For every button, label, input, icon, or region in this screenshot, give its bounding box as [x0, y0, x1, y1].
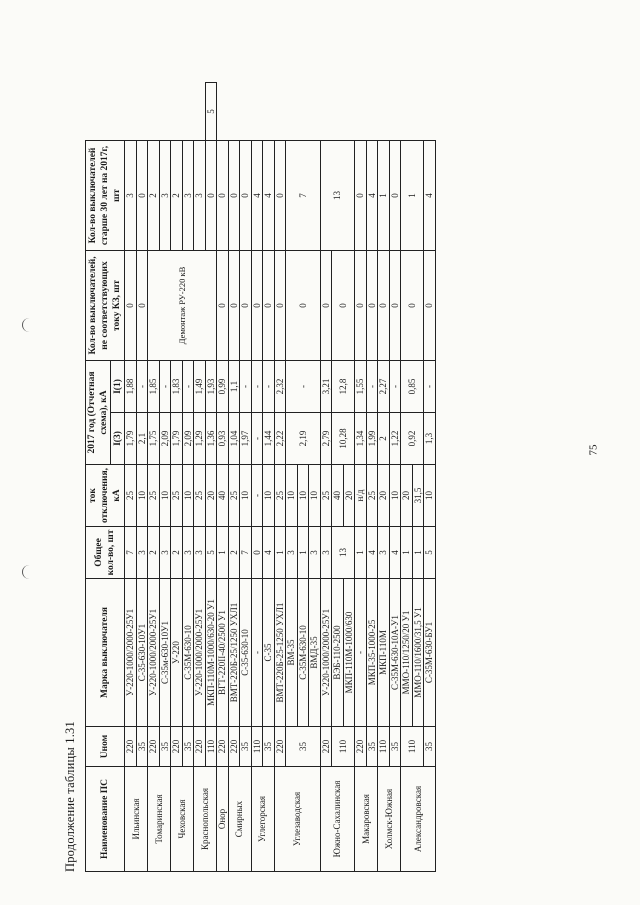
table-row	[378, 83, 390, 872]
table-row	[240, 83, 252, 872]
total-cell: 2	[228, 527, 240, 579]
current-cell: 25	[228, 465, 240, 527]
i3-cell: 1,99	[366, 413, 378, 465]
noncomp-cell: 0	[366, 250, 378, 360]
old-cell: 3	[194, 140, 206, 250]
total-cell: 7	[125, 527, 137, 579]
noncomp-cell-group	[148, 250, 217, 360]
current-cell: 40	[332, 465, 344, 527]
ps-name: Чеховская	[171, 767, 194, 872]
total-cell: 1	[401, 527, 413, 579]
current-cell: н/д	[355, 465, 367, 527]
i1-cell: -	[251, 360, 263, 412]
i3-cell: 1,75	[148, 413, 160, 465]
ps-name: Углегорская	[251, 767, 274, 872]
table-row	[194, 83, 206, 872]
unom-cell: 220	[228, 727, 240, 767]
table-row	[148, 83, 160, 872]
current-cell: -	[251, 465, 263, 527]
total-cell: 5	[205, 527, 217, 579]
current-cell: 25	[148, 465, 160, 527]
header-noncomp: Кол-во выключателей, не соответствующих току КЗ, шт	[86, 250, 125, 360]
current-cell: 31,5	[412, 465, 424, 527]
old-cell: 4	[251, 140, 263, 250]
unom-cell: 35	[240, 727, 252, 767]
i1-cell: 1,83	[171, 360, 183, 412]
current-cell: 25	[320, 465, 332, 527]
current-cell: 10	[297, 465, 309, 527]
old-cell: 0	[274, 140, 286, 250]
old-cell: 4	[366, 140, 378, 250]
noncomp-cell: 0	[389, 250, 401, 360]
table-row	[182, 83, 194, 872]
old-cell: 0	[355, 140, 367, 250]
i1-cell: -	[136, 360, 148, 412]
total-cell: 4	[389, 527, 401, 579]
i3-cell: 2,22	[274, 413, 286, 465]
total-cell: 3	[286, 527, 298, 579]
noncomp-cell: 0	[251, 250, 263, 360]
old-cell: 0	[240, 140, 252, 250]
ps-name: Краснопольская	[194, 767, 217, 872]
current-cell: 20	[401, 465, 413, 527]
unom-cell: 35	[182, 727, 194, 767]
unom-cell: 35	[389, 727, 401, 767]
ps-name: Томаринская	[148, 767, 171, 872]
i1-cell: -	[182, 360, 194, 412]
i1-cell: 1,93	[205, 360, 217, 412]
current-cell: 10	[389, 465, 401, 527]
unom-cell: 35	[424, 727, 436, 767]
i1-cell: 1,88	[125, 360, 137, 412]
i1-cell: 12,8	[332, 360, 355, 412]
punch-hole-mark	[22, 565, 37, 579]
noncomp-cell: 0	[125, 250, 137, 360]
brand-cell: ВЭБ-110-2500	[332, 579, 344, 727]
i1-cell: 2,27	[378, 360, 390, 412]
table-row	[424, 83, 436, 872]
ps-name: Углезаводская	[274, 767, 320, 872]
old-cell: 0	[217, 140, 229, 250]
table-row	[274, 83, 286, 872]
i3-cell: 1,97	[240, 413, 252, 465]
brand-cell: С-35М-630-10	[297, 579, 309, 727]
brand-cell: ММО-110/1600/31,5 У1	[412, 579, 424, 727]
i3-cell: 1,79	[171, 413, 183, 465]
current-cell: 10	[159, 465, 171, 527]
brand-cell: С-35-630-10У1	[136, 579, 148, 727]
i3-cell: 0,93	[217, 413, 229, 465]
i1-cell: -	[286, 360, 321, 412]
table-row	[205, 83, 217, 872]
current-cell: 25	[366, 465, 378, 527]
total-cell: 4	[263, 527, 275, 579]
i3-cell: 2,1	[136, 413, 148, 465]
noncomp-cell: 0	[136, 250, 148, 360]
i1-cell: -	[240, 360, 252, 412]
unom-cell: 110	[251, 727, 263, 767]
noncomp-cell: 0	[274, 250, 286, 360]
table-row	[263, 83, 275, 872]
total-cell: 3	[320, 527, 332, 579]
current-cell: 20	[343, 465, 355, 527]
brand-cell: ВМ-35	[286, 579, 298, 727]
old-cell: 1	[378, 140, 390, 250]
total-cell: 3	[159, 527, 171, 579]
total-cell: 2	[148, 527, 160, 579]
unom-cell: 35	[366, 727, 378, 767]
current-cell: 10	[424, 465, 436, 527]
current-cell: 40	[217, 465, 229, 527]
i1-cell: 3,21	[320, 360, 332, 412]
header-unom: Uном	[86, 727, 125, 767]
noncomp-cell: 0	[240, 250, 252, 360]
current-cell: 25	[274, 465, 286, 527]
unom-cell: 110	[401, 727, 424, 767]
unom-cell: 35	[136, 727, 148, 767]
old-cell: 3	[182, 140, 194, 250]
noncomp-cell: 0	[228, 250, 240, 360]
noncomp-cell: 0	[332, 250, 355, 360]
brand-cell: С-35	[263, 579, 275, 727]
brand-cell: МКП-110М	[378, 579, 390, 727]
current-cell: 25	[171, 465, 183, 527]
brand-cell: С-35м-630-10У1	[159, 579, 171, 727]
header-current: ток отключения, кА	[86, 465, 125, 527]
current-cell: 10	[263, 465, 275, 527]
table-row	[366, 83, 378, 872]
i3-cell: 2	[378, 413, 390, 465]
i3-cell: 1,36	[205, 413, 217, 465]
noncomp-cell: 0	[355, 250, 367, 360]
old-cell: 2	[171, 140, 183, 250]
noncomp-cell: 0	[263, 250, 275, 360]
i1-cell: -	[424, 360, 436, 412]
old-cell: 4	[424, 140, 436, 250]
table-row	[228, 83, 240, 872]
total-cell: 2	[171, 527, 183, 579]
unom-cell: 220	[355, 727, 367, 767]
ps-name: Ильинская	[125, 767, 148, 872]
total-cell: 3	[194, 527, 206, 579]
total-cell: 3	[309, 527, 321, 579]
old-cell: 3	[159, 140, 171, 250]
current-cell: 20	[205, 465, 217, 527]
brand-cell: ВМТ-220Б-25/1250 УХЛ1	[228, 579, 240, 727]
table-row	[251, 83, 263, 872]
i1-cell: -	[263, 360, 275, 412]
demontazh-note: Демонтаж РУ-220 кВ	[176, 266, 187, 345]
old-cell: 3	[125, 140, 137, 250]
unom-cell: 35	[286, 727, 321, 767]
header-brand: Марка выключателя	[86, 579, 125, 727]
i3-cell: 1,79	[125, 413, 137, 465]
unom-cell: 220	[171, 727, 183, 767]
header-total: Общее кол-во, шт	[86, 527, 125, 579]
ps-name: Холмск-Южная	[378, 767, 401, 872]
i3-cell: 1,04	[228, 413, 240, 465]
i3-cell: -	[251, 413, 263, 465]
brand-cell: -	[251, 579, 263, 727]
unom-cell: 220	[217, 727, 229, 767]
brand-cell: У-220-1000/2000-25У1	[194, 579, 206, 727]
table-row	[217, 83, 229, 872]
ps-name: Онор	[217, 767, 229, 872]
i1-cell: 1,1	[228, 360, 240, 412]
table-row	[125, 83, 137, 872]
i3-cell: 1,34	[355, 413, 367, 465]
brand-cell: ММО-110/1250/20 У1	[401, 579, 413, 727]
old-cell: 5	[205, 83, 217, 141]
i1-cell: 0,99	[217, 360, 229, 412]
unom-cell: 220	[125, 727, 137, 767]
i1-cell: 1,55	[355, 360, 367, 412]
brand-cell: У-220-1000/2000-25У1	[125, 579, 137, 727]
page-number: 75	[587, 444, 600, 456]
brand-cell: МКП-110М-1000/630-20 У1	[205, 579, 217, 727]
old-cell: 1	[401, 140, 424, 250]
current-cell: 20	[378, 465, 390, 527]
current-cell: 10	[240, 465, 252, 527]
current-cell: 25	[125, 465, 137, 527]
current-cell: 10	[136, 465, 148, 527]
ps-name: Александровская	[401, 767, 436, 872]
table-row	[159, 83, 171, 872]
brand-cell: С-35М-630-10А-У1	[389, 579, 401, 727]
total-cell: 1	[412, 527, 424, 579]
old-cell: 13	[320, 140, 355, 250]
i3-cell: 1,22	[389, 413, 401, 465]
noncomp-cell: 0	[320, 250, 332, 360]
total-cell: 3	[182, 527, 194, 579]
i3-cell: 1,29	[194, 413, 206, 465]
brand-cell: ВМД-35	[309, 579, 321, 727]
current-cell: 10	[182, 465, 194, 527]
ps-name: Южно-Сахалинская	[320, 767, 355, 872]
table-row	[401, 83, 413, 872]
brand-cell: С-35-630-10	[240, 579, 252, 727]
table-row	[286, 83, 298, 872]
brand-cell: ВМТ-220Б-25-1250 УХЛ1	[274, 579, 286, 727]
total-cell: 4	[366, 527, 378, 579]
i3-cell: 10,28	[332, 413, 355, 465]
noncomp-cell: 0	[217, 250, 229, 360]
total-cell: 1	[355, 527, 367, 579]
noncomp-cell: 0	[378, 250, 390, 360]
unom-cell: 110	[378, 727, 390, 767]
noncomp-cell: 0	[401, 250, 424, 360]
i3-cell: 0,92	[401, 413, 424, 465]
ps-name: Смирных	[228, 767, 251, 872]
header-i3: I(3)	[111, 413, 125, 465]
i1-cell: -	[159, 360, 171, 412]
i3-cell: 2,09	[159, 413, 171, 465]
table-row	[320, 83, 332, 872]
i3-cell: 2,79	[320, 413, 332, 465]
unom-cell: 220	[320, 727, 332, 767]
unom-cell: 110	[332, 727, 355, 767]
i3-cell: 2,19	[286, 413, 321, 465]
header-year: 2017 год (Отчетная схема), кА	[86, 360, 111, 464]
total-cell: 13	[332, 527, 355, 579]
i1-cell: 1,85	[148, 360, 160, 412]
noncomp-cell: 0	[286, 250, 321, 360]
total-cell: 1	[297, 527, 309, 579]
brand-cell: ВГТ-220II-40/2500 У1	[217, 579, 229, 727]
breaker-table	[85, 82, 436, 872]
table-row	[355, 83, 367, 872]
noncomp-cell: 0	[424, 250, 436, 360]
total-cell: 0	[251, 527, 263, 579]
punch-hole-mark	[22, 318, 37, 332]
ps-name: Макаровская	[355, 767, 378, 872]
brand-cell: С-35М-630-БУ1	[424, 579, 436, 727]
i1-cell: 2,32	[274, 360, 286, 412]
old-cell: 0	[136, 140, 148, 250]
total-cell: 3	[378, 527, 390, 579]
brand-cell: МКП-110М-1000/630	[343, 579, 355, 727]
brand-cell: У-220-1000/2000-25У1	[148, 579, 160, 727]
rotated-page	[55, 72, 505, 872]
header-i1: I(1)	[111, 360, 125, 412]
current-cell: 25	[194, 465, 206, 527]
unom-cell: 110	[205, 727, 217, 767]
unom-cell: 220	[148, 727, 160, 767]
table-caption: Продолжение таблицы 1.31	[63, 721, 77, 872]
current-cell: 10	[286, 465, 298, 527]
brand-cell: У-220	[171, 579, 183, 727]
brand-cell: У-220-1000/2000-25У1	[320, 579, 332, 727]
brand-cell: С-35М-630-10	[182, 579, 194, 727]
table-row	[136, 83, 148, 872]
total-cell: 3	[136, 527, 148, 579]
table-row	[389, 83, 401, 872]
header-old: Кол-во выключателей старше 30 лет на 2017г, шт	[86, 140, 125, 250]
brand-cell: МКП-35-1000-25	[366, 579, 378, 727]
total-cell: 7	[240, 527, 252, 579]
i1-cell: 1,49	[194, 360, 206, 412]
table-row	[171, 83, 183, 872]
header-name: Наименование ПС	[86, 767, 125, 872]
unom-cell: 220	[274, 727, 286, 767]
unom-cell: 35	[263, 727, 275, 767]
old-cell: 4	[263, 140, 275, 250]
brand-cell: -	[355, 579, 367, 727]
unom-cell: 220	[194, 727, 206, 767]
current-cell: 10	[309, 465, 321, 527]
old-cell: 2	[148, 140, 160, 250]
i3-cell: 1,44	[263, 413, 275, 465]
noncomp-cell: 0	[205, 140, 217, 250]
total-cell: 1	[217, 527, 229, 579]
old-cell: 7	[286, 140, 321, 250]
i1-cell: 0,85	[401, 360, 424, 412]
i3-cell: 2,09	[182, 413, 194, 465]
old-cell: 0	[389, 140, 401, 250]
i1-cell: -	[366, 360, 378, 412]
old-cell: 0	[228, 140, 240, 250]
unom-cell: 35	[159, 727, 171, 767]
i3-cell: 1,3	[424, 413, 436, 465]
i1-cell: -	[389, 360, 401, 412]
total-cell: 5	[424, 527, 436, 579]
total-cell: 1	[274, 527, 286, 579]
